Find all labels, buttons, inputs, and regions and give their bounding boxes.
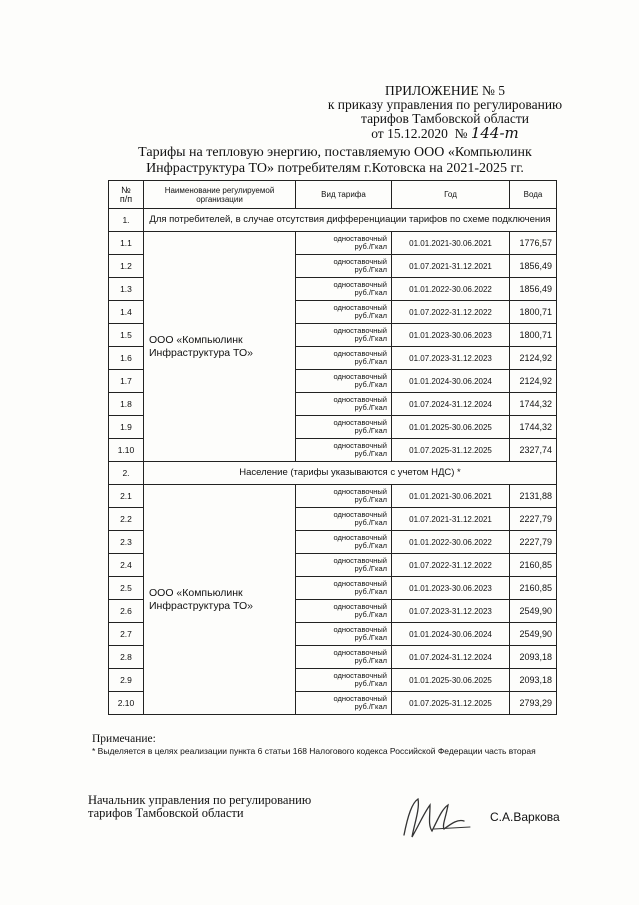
tariff-unit: руб./Гкал [354,311,387,320]
tariff-unit: руб./Гкал [354,495,387,504]
section-row [109,209,557,232]
tariff-value: 1856,49 [510,255,557,278]
section-title: Для потребителей, в случае отсутствия дифференциации тарифов по схеме подключения [144,209,557,232]
tariff-unit: руб./Гкал [354,541,387,550]
tariff-period: 01.07.2025-31.12.2025 [392,439,510,462]
tariff-unit: руб./Гкал [354,610,387,619]
tariff-period: 01.01.2022-30.06.2022 [392,278,510,301]
tariff-unit: руб./Гкал [354,403,387,412]
tariff-unit: руб./Гкал [354,265,387,274]
tariff-type: одноставочный [333,556,387,565]
tariff-type: одноставочный [333,349,387,358]
tariff-unit: руб./Гкал [354,242,387,251]
tariff-value: 2093,18 [510,646,557,669]
section-number: 1. [109,209,144,232]
tariff-value: 2227,79 [510,531,557,554]
appendix-order-number: 144-т [470,124,519,142]
tariff-type-cell [296,370,392,393]
tariff-value: 2124,92 [510,347,557,370]
tariff-value: 2124,92 [510,370,557,393]
tariff-period: 01.01.2025-30.06.2025 [392,669,510,692]
tariff-type: одноставочный [333,372,387,381]
tariff-type-cell [296,623,392,646]
tariff-type: одноставочный [333,257,387,266]
signer-name: С.А.Варкова [490,810,560,824]
tariff-type: одноставочный [333,625,387,634]
tariff-type: одноставочный [333,510,387,519]
tariff-type: одноставочный [333,303,387,312]
tariff-type-cell [296,531,392,554]
tariff-type: одноставочный [333,418,387,427]
row-number: 2.5 [109,577,144,600]
tariff-period: 01.01.2021-30.06.2021 [392,485,510,508]
tariff-period: 01.01.2025-30.06.2025 [392,416,510,439]
row-number: 2.3 [109,531,144,554]
tariff-type-cell [296,600,392,623]
tariff-value: 1744,32 [510,393,557,416]
tariff-type: одноставочный [333,533,387,542]
signer-position-line2: тарифов Тамбовской области [88,806,244,820]
tariff-type-cell [296,324,392,347]
tariff-type-cell [296,669,392,692]
tariff-period: 01.07.2024-31.12.2024 [392,393,510,416]
appendix-order-ref: к приказу управления по регулированию [327,97,563,112]
tariff-value: 2549,90 [510,600,557,623]
appendix-title: ПРИЛОЖЕНИЕ № 5 [384,83,506,98]
tariff-type-cell [296,255,392,278]
tariff-value: 2160,85 [510,577,557,600]
section-number: 2. [109,462,144,485]
signer-position [88,794,311,820]
tariff-type-cell [296,692,392,715]
header-water: Вода [510,181,557,209]
tariff-type-cell [296,439,392,462]
tariff-unit: руб./Гкал [354,656,387,665]
section-title: Население (тарифы указываются с учетом НДС) * [144,462,557,485]
tariff-value: 2093,18 [510,669,557,692]
tariff-type: одноставочный [333,694,387,703]
section-row [109,462,557,485]
tariff-period: 01.01.2023-30.06.2023 [392,324,510,347]
document-title [100,145,570,177]
tariff-unit: руб./Гкал [354,334,387,343]
row-number: 1.8 [109,393,144,416]
tariff-unit: руб./Гкал [354,702,387,711]
tariff-period: 01.07.2021-31.12.2021 [392,508,510,531]
tariff-type-cell [296,646,392,669]
row-number: 1.3 [109,278,144,301]
row-number: 1.6 [109,347,144,370]
tariff-type: одноставочный [333,395,387,404]
tariff-value: 2227,79 [510,508,557,531]
tariff-value: 1776,57 [510,232,557,255]
appendix-header [300,84,590,141]
tariff-type: одноставочный [333,280,387,289]
header-num: № п/п [109,181,144,209]
tariff-period: 01.01.2022-30.06.2022 [392,531,510,554]
tariff-value: 2327,74 [510,439,557,462]
row-number: 2.4 [109,554,144,577]
tariff-type: одноставочный [333,648,387,657]
tariff-unit: руб./Гкал [354,587,387,596]
org-name-line2: Инфраструктура ТО» [149,599,254,612]
row-number: 1.5 [109,324,144,347]
tariff-unit: руб./Гкал [354,564,387,573]
row-number: 2.10 [109,692,144,715]
tariff-type-cell [296,485,392,508]
tariff-type: одноставочный [333,487,387,496]
tariff-period: 01.07.2024-31.12.2024 [392,646,510,669]
row-number: 1.4 [109,301,144,324]
tariff-value: 2160,85 [510,554,557,577]
tariff-type-cell [296,232,392,255]
header-type: Вид тарифа [296,181,392,209]
tariff-period: 01.07.2025-31.12.2025 [392,692,510,715]
tariff-unit: руб./Гкал [354,288,387,297]
note-text: * Выделяется в целях реализации пункта 6 статьи 168 Налогового кодекса Российской Федерации часть вторая [92,746,536,756]
tariff-period: 01.01.2024-30.06.2024 [392,623,510,646]
org-name-cell [144,485,296,715]
note-label: Примечание: [92,733,156,745]
document-title-line2: Инфраструктура ТО» потребителям г.Котовска на 2021-2025 гг. [146,161,524,176]
row-number: 1.1 [109,232,144,255]
org-name-line2: Инфраструктура ТО» [149,346,254,359]
tariff-unit: руб./Гкал [354,380,387,389]
tariff-value: 2793,29 [510,692,557,715]
table-row [109,485,557,508]
tariff-type-cell [296,416,392,439]
tariff-type: одноставочный [333,234,387,243]
row-number: 1.7 [109,370,144,393]
tariff-type-cell [296,554,392,577]
tariff-period: 01.01.2023-30.06.2023 [392,577,510,600]
header-org: Наименование регулируемой организации [144,181,296,209]
tariff-type: одноставочный [333,671,387,680]
row-number: 1.10 [109,439,144,462]
org-name-line1: ООО «Компьюлинк [149,333,243,346]
row-number: 2.1 [109,485,144,508]
tariff-type-cell [296,577,392,600]
tariff-period: 01.07.2021-31.12.2021 [392,255,510,278]
row-number: 1.2 [109,255,144,278]
tariff-period: 01.07.2022-31.12.2022 [392,301,510,324]
tariff-type: одноставочный [333,579,387,588]
org-name-cell [144,232,296,462]
tariff-unit: руб./Гкал [354,357,387,366]
org-name-line1: ООО «Компьюлинк [149,586,243,599]
tariff-type: одноставочный [333,326,387,335]
row-number: 1.9 [109,416,144,439]
tariff-unit: руб./Гкал [354,633,387,642]
tariff-value: 1744,32 [510,416,557,439]
tariff-unit: руб./Гкал [354,426,387,435]
tariff-type: одноставочный [333,441,387,450]
row-number: 2.6 [109,600,144,623]
tariff-value: 2131,88 [510,485,557,508]
signature-icon [398,795,478,841]
tariff-type-cell [296,347,392,370]
tariff-value: 1856,49 [510,278,557,301]
tariff-type-cell [296,301,392,324]
signer-position-line1: Начальник управления по регулированию [88,793,312,807]
tariff-period: 01.07.2023-31.12.2023 [392,600,510,623]
tariff-value: 1800,71 [510,301,557,324]
tariff-period: 01.07.2023-31.12.2023 [392,347,510,370]
tariff-period: 01.01.2024-30.06.2024 [392,370,510,393]
tariff-table [108,180,557,715]
row-number: 2.8 [109,646,144,669]
tariff-value: 2549,90 [510,623,557,646]
appendix-number-sign: № [454,126,468,141]
tariff-unit: руб./Гкал [354,449,387,458]
row-number: 2.2 [109,508,144,531]
tariff-type: одноставочный [333,602,387,611]
tariff-type-cell [296,278,392,301]
row-number: 2.7 [109,623,144,646]
tariff-value: 1800,71 [510,324,557,347]
appendix-date-line [300,126,590,141]
document-title-line1: Тарифы на тепловую энергию, поставляемую ООО «Компьюлинк [138,145,532,160]
tariff-unit: руб./Гкал [354,679,387,688]
tariff-type-cell [296,508,392,531]
tariff-type-cell [296,393,392,416]
table-row [109,232,557,255]
tariff-period: 01.07.2022-31.12.2022 [392,554,510,577]
row-number: 2.9 [109,669,144,692]
table-header-row [109,181,557,209]
appendix-authority: тарифов Тамбовской области [361,111,529,126]
appendix-date: от 15.12.2020 [371,126,448,141]
header-year: Год [392,181,510,209]
tariff-unit: руб./Гкал [354,518,387,527]
tariff-period: 01.01.2021-30.06.2021 [392,232,510,255]
